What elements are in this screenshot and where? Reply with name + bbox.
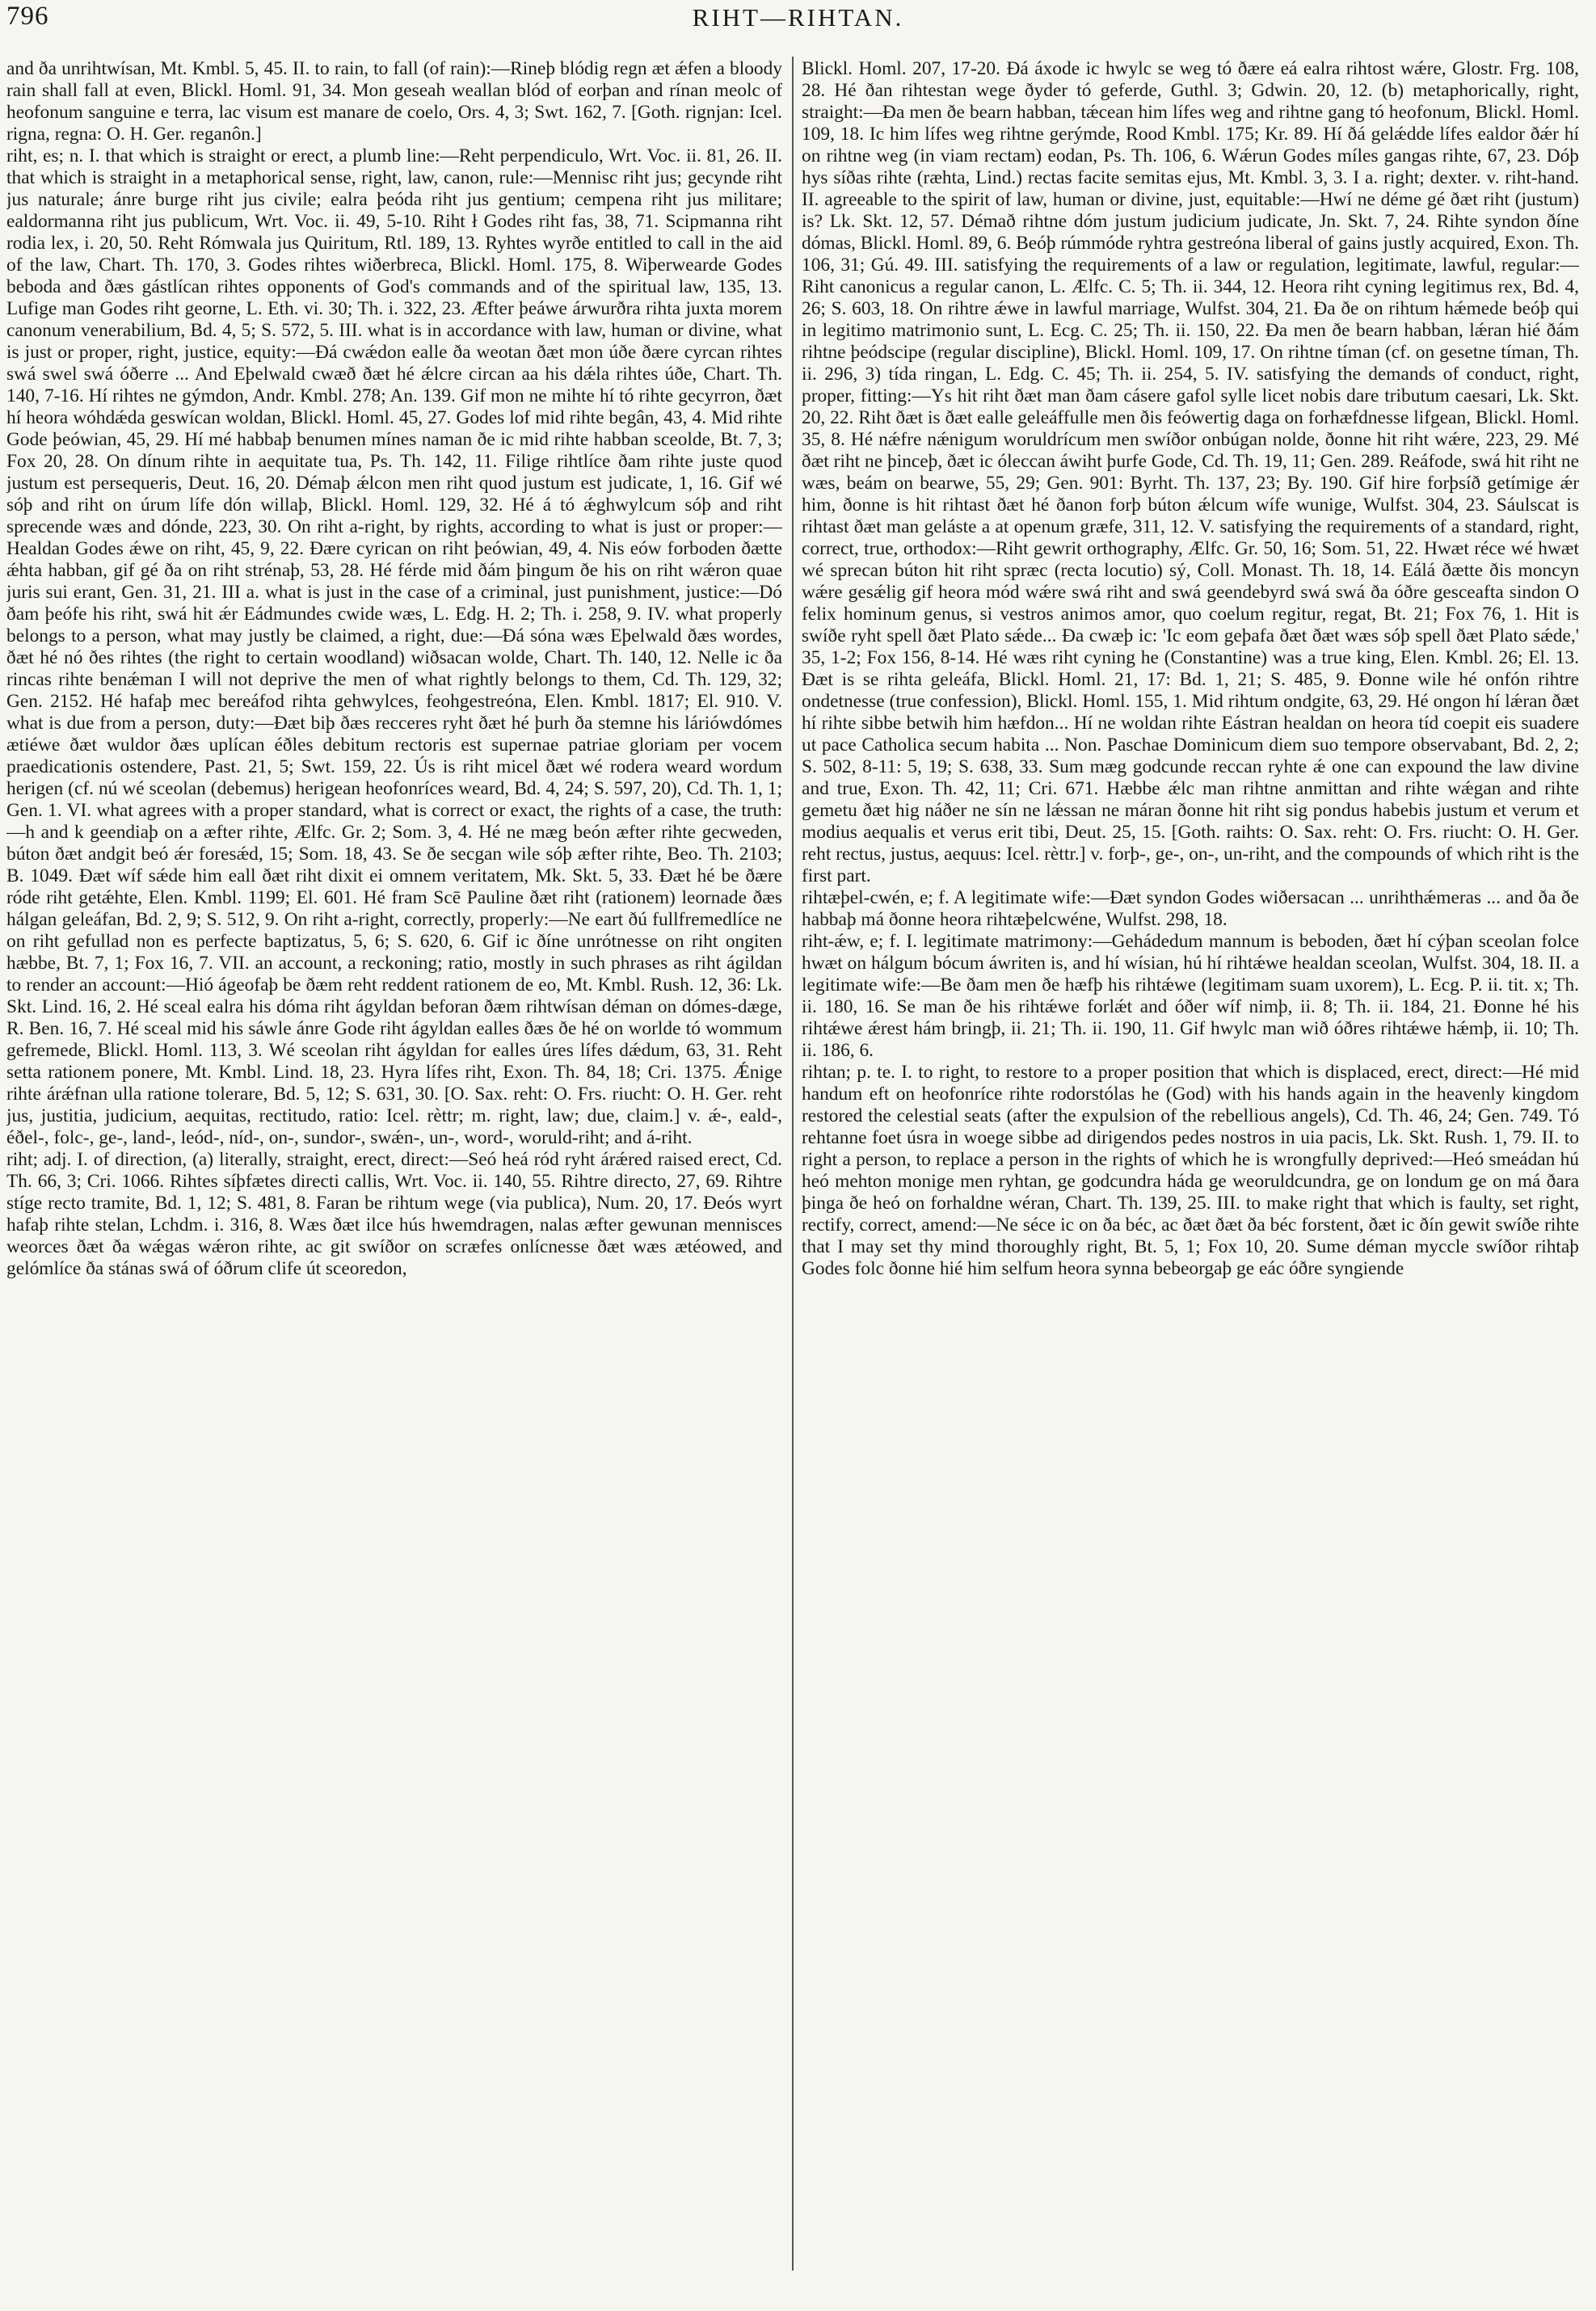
entry-riht-aew: riht-ǽw, e; f. I. legitimate matrimony:—Gehádedum mannum is beboden, ðæt hí cýþan sceolan folce hwæt on hálgum bócum áwriten is, and hí wísian, hú hí rihtǽwe healdan sceolan, Wulfst. 304, 18. II. a legitimate wife:—Be ðam men ðe hæfþ his rihtǽwe (legitimam suam uxorem), L. Ecg. P. ii. tit. x; Th. ii. 180, 16. Se man ðe his rihtǽwe forlǽt and óðer wíf nimþ, ii. 8; Th. ii. 184, 21. Ðonne hé his rihtǽwe ǽrest hám bringþ, ii. 21; Th. ii. 190, 11. Gif hwylc man wið óðres rihtǽwe hǽmþ, ii. 10; Th. ii. 186, 6.: [802, 931, 1579, 1061]
column-divider: [792, 57, 794, 2271]
entry-riht-noun: riht, es; n. I. that which is straight or erect, a plumb line:—Reht perpendiculo, Wrt. Voc. ii. 81, 26. II. that which is straight in a metaphorical sense, right, law, canon, rule:—Mennisc riht jus; gecynde riht jus naturale; ánre burge riht jus civile; ealra þeóda riht jus gentium; cempena riht jus militare; ealdormanna riht jus publicum, Wrt. Voc. ii. 49, 5-10. Riht ł Godes riht fas, 38, 71. Scipmanna riht rodia lex, i. 20, 50. Reht Rómwala jus Quiritum, Rtl. 189, 13. Ryhtes wyrðe entitled to call in the aid of the law, Chart. Th. 170, 3. Godes rihtes wiðerbreca, Blickl. Homl. 175, 8. Wiþerwearde Godes beboda and ðæs gástlícan rihtes opponents of God's commands and of the spiritual law, 135, 13. Lufige man Godes riht georne, L. Eth. vi. 30; Th. i. 322, 23. Æfter þeáwe árwurðra rihta juxta morem canonum venerabilium, Bd. 4, 5; S. 572, 5. III. what is in accordance with law, human or divine, what is just or proper, right, justice, equity:—Ðá cwǽdon ealle ða weotan ðæt mon úðe ðære cyrcan rihtes swá swel swá óðerre ... And Eþelwald cwæð ðæt hé ǽlcre circan aa his dǽla rihtes úðe, Chart. Th. 140, 7-16. Hí rihtes ne gýmdon, Andr. Kmbl. 278; An. 139. Gif mon ne mihte hí tó rihte gecyrron, ðæt hí heora wóhdǽda geswícan woldan, Blickl. Homl. 45, 27. Godes lof mid rihte begân, 43, 4. Mid rihte Gode þeówian, 45, 29. Hí mé habbaþ benumen mínes naman ðe ic mid rihte habban sceolde, Bt. 7, 3; Fox 20, 28. On dínum rihte in aequitate tua, Ps. Th. 142, 11. Filige rihtlíce ðam rihte juste quod justum est persequeris, Deut. 16, 20. Démaþ ǽlcon men riht quod justum est judicate, 1, 16. Gif wé sóþ and riht on úrum lífe dón willaþ, Blickl. Homl. 129, 32. Hé á tó ǽghwylcum sóþ and riht sprecende wæs and dónde, 223, 30. On riht a-right, by rights, according to what is just or proper:—Healdan Godes ǽwe on riht, 45, 9, 22. Ðære cyrican on riht þeówian, 49, 4. Nis eów forboden ðætte ǽhta habban, gif gé ða on riht strénaþ, 53, 28. Hé férde mid ðám þingum ðe his on riht wǽron quae juris sui erant, Gen. 31, 21. III a. what is just in the case of a criminal, just punishment, justice:—Dó ðam þeófe his riht, swá hit ǽr Eádmundes cwide wæs, L. Edg. H. 2; Th. i. 258, 9. IV. what properly belongs to a person, what may justly be claimed, a right, due:—Ðá sóna wæs Eþelwald ðæs wordes, ðæt hé nó ðes rihtes (the right to certain woodland) wiðsacan wolde, Chart. Th. 140, 12. Nelle ic ða rincas rihte benǽman I will not deprive the men of what rightly belongs to them, Cd. Th. 129, 32; Gen. 2152. Hé hafaþ mec bereáfod rihta gehwylces, feohgestreóna, Elen. Kmbl. 1817; El. 910. V. what is due from a person, duty:—Ðæt biþ ðæs recceres ryht ðæt hé þurh ða stemne his láriówdómes ætiéwe ðæt wuldor ðæs uplícan éðles debitum rectoris est supernae patriae gloriam per vocem praedicationis ostendere, Past. 21, 5; Swt. 159, 22. Ús is riht micel ðæt wé rodera weard wordum herigen (cf. nú wé sceolan (debemus) herigean heofonríces weard, Bd. 4, 24; S. 597, 20), Cd. Th. 1, 1; Gen. 1. VI. what agrees with a proper standard, what is correct or exact, the rights of a case, the truth:—h and k geendiaþ on a æfter rihte, Ælfc. Gr. 2; Som. 3, 4. Hé ne mæg beón æfter rihte gecweden, búton ðæt andgit beó ǽr foresǽd, 15; Som. 18, 43. Se ðe secgan wile sóþ æfter rihte, Beo. Th. 2103; B. 1049. Ðæt wíf sǽde him eall ðæt riht dixit ei omnem veritatem, Mk. Skt. 5, 33. Ðæt hé be ðære róde riht getǽhte, Elen. Kmbl. 1199; El. 601. Hé fram Scē Pauline ðæt riht (rationem) leornade ðæs hálgan geleáfan, Bd. 2, 9; S. 512, 9. On riht a-right, correctly, properly:—Ne eart ðú fullfremedlíce ne on riht gefullad non es perfecte baptizatus, 5, 6; S. 620, 6. Gif ic ðíne unrótnesse on riht ongiten hæbbe, Bt. 7, 1; Fox 16, 7. VII. an account, a reckoning; ratio, mostly in such phrases as riht ágildan to render an account:—Hió ágeofaþ be ðæm reht reddent rationem de eo, Mt. Kmbl. Rush. 12, 36: Lk. Skt. Lind. 16, 2. Hé sceal ealra his dóma riht ágyldan beforan ðæm rihtwísan déman on dómes-dæge, R. Ben. 16, 7. Hé sceal mid his sáwle ánre Gode riht ágyldan ealles ðæs ðe hé on worlde tó wommum gefremede, Blickl. Homl. 113, 3. Wé sceolan riht ágyldan for ealles úres lífes dǽdum, 63, 31. Reht setta rationem ponere, Mt. Kmbl. Lind. 18, 23. Hyra lífes riht, Exon. Th. 84, 18; Cri. 1375. Ǽnige rihte árǽfnan ulla ratione tolerare, Bd. 5, 12; S. 631, 30. [O. Sax. reht: O. Frs. riucht: O. H. Ger. reht jus, justitia, judicium, aequitas, rectitudo, ratio: Icel. rèttr; m. right, law; due, claim.] v. ǽ-, eald-, éðel-, folc-, ge-, land-, leód-, níd-, on-, sundor-, swǽn-, un-, word-, woruld-riht; and á-riht.: [6, 145, 782, 1148]
page-number: 796: [6, 2, 49, 31]
page-header: [0, 0, 1596, 48]
entry-rihtan: rihtan; p. te. I. to right, to restore to a proper position that which is displaced, erect, direct:—Hé mid handum eft on heofonríce rihte rodorstólas he (God) with his hands again in the heavenly kingdom restored the celestial seats (after the expulsion of the rebellious angels), Cd. Th. 46, 24; Gen. 749. Tó rehtanne foet úsra in woege sibbe ad dirigendos pedes nostros in uia pacis, Lk. Skt. Rush. 1, 79. II. to right a person, to replace a person in the rights of which he is wrongfully deprived:—Heó smeádan hú heó mehton monige men ryhtan, ge godcundra háda ge weoruldcundra, ge on londum ge on má ðara þinga ðe heó on forhaldne wéran, Chart. Th. 139, 25. III. to make right that which is faulty, set right, rectify, correct, amend:—Ne séce ic on ða béc, ac ðæt ðæt ða béc forstent, ðæt ic ðín gewit swíðe rihte that I may set thy mind thoroughly right, Bt. 5, 1; Fox 10, 20. Sume déman myccle swíðor rihtaþ Godes folc ðonne hié him selfum heora synna bebeorgaþ ge eác óðre syngiende: [802, 1062, 1579, 1279]
right-column: [802, 58, 1579, 2288]
entry-rignan-continued: and ða unrihtwísan, Mt. Kmbl. 5, 45. II. to rain, to fall (of rain):—Rineþ blódig regn æt ǽfen a bloody rain shall fall at even, Blickl. Homl. 91, 34. Mon geseah weallan blód of eorþan and rínan meolc of heofonum sanguine e terra, lac visum est manare de coelo, Ors. 4, 3; Swt. 162, 7. [Goth. rignjan: Icel. rigna, regna: O. H. Ger. reganôn.]: [6, 58, 782, 145]
entry-riht-adj-continued: Blickl. Homl. 207, 17-20. Ðá áxode ic hwylc se weg tó ðære eá ealra rihtost wǽre, Glostr. Frg. 108, 28. Hé ðan rihtestan wege ðyder tó geferde, Guthl. 3; Gdwin. 20, 12. (b) metaphorically, right, straight:—Ða men ðe bearn habban, tǽcean him lífes weg and rihtne gang tó heofonum, Blickl. Homl. 109, 18. Ic him lífes weg rihtne gerýmde, Rood Kmbl. 175; Kr. 89. Hí ðá gelǽdde lífes ealdor ðǽr hí on rihtne weg (in viam rectam) eodan, Ps. Th. 106, 6. Wǽrun Godes míles gangas rihte, 67, 23. Dóþ hys síðas rihte (ræhta, Lind.) rectas facite semitas ejus, Mt. Kmbl. 3, 3. I a. right; dexter. v. riht-hand. II. agreeable to the spirit of law, human or divine, just, equitable:—Hwí ne déme gé ðæt riht (justum) is? Lk. Skt. 12, 57. Démað rihtne dóm justum judicium judicate, Jn. Skt. 7, 24. Rihte syndon ðíne dómas, Blickl. Homl. 89, 6. Beóþ rúmmóde ryhtra gestreóna liberal of gains justly acquired, Exon. Th. 106, 31; Gú. 49. III. satisfying the requirements of a law or regulation, legitimate, lawful, regular:—Riht canonicus a regular canon, L. Ælfc. C. 5; Th. ii. 344, 12. Heora riht cyning legitimus rex, Bd. 4, 26; S. 603, 18. On rihtre ǽwe in lawful marriage, Wulfst. 304, 21. Ða ðe on rihtum hǽmede beóþ qui in legitimo matrimonio sunt, L. Ecg. C. 25; Th. ii. 150, 22. Ða men ðe bearn habban, lǽran hié ðám rihtne þeódscipe (regular discipline), Blickl. Homl. 109, 17. On rihtne tíman (cf. on gesetne tíman, Th. ii. 296, 3) tída ringan, L. Edg. C. 45; Th. ii. 254, 5. IV. satisfying the demands of conduct, right, proper, fitting:—Ys hit riht ðæt man ðam cásere gafol sylle licet nobis dare tributum caesari, Lk. Skt. 20, 22. Riht ðæt is ðæt ealle geleáffulle men ðis feówertig daga on forhæfdnesse lifgean, Blickl. Homl. 35, 8. Hé nǽfre nǽnigum woruldrícum men swíðor onbúgan nolde, ðonne hit riht wǽre, 223, 29. Mé ðæt riht ne þinceþ, ðæt ic óleccan áwiht þurfe Gode, Cd. Th. 19, 11; Gen. 289. Reáfode, swá hit riht ne wæs, beám on bearwe, 55, 29; Gen. 901: Byrht. Th. 137, 23; By. 190. Gif hire forþsíð getímige ǽr him, ðonne is hit rihtast ðæt hé ðanon forþ búton ǽlcum wífe wunige, Wulfst. 304, 23. Sáulscat is rihtast ðæt man geláste a at openum græfe, 311, 12. V. satisfying the requirements of a standard, right, correct, true, orthodox:—Riht gewrit orthography, Ælfc. Gr. 50, 16; Som. 51, 22. Hwæt réce wé hwæt wé sprecan búton hit riht spræc (recta locutio) sý, Coll. Monast. Th. 18, 14. Eálá ðætte ðis moncyn wǽre gesǽlig gif heora mód wǽre swá riht and swá geendebyrd swá swá ða óðre gesceafta sindon O felix hominum genus, si vestros animos amor, quo coelum regitur, regat, Bt. 21; Fox 76, 1. Hit is swíðe ryht spell ðæt Plato sǽde... Ða cwæþ ic: 'Ic eom geþafa ðæt ðæt wæs sóþ spell ðæt Plato sǽde,' 35, 1-2; Fox 156, 8-14. Hé wæs riht cyning he (Constantine) was a true king, Elen. Kmbl. 26; El. 13. Ðæt is se rihta geleáfa, Blickl. Homl. 21, 17: Bd. 1, 21; S. 485, 9. Ðonne wile hé onfón rihtre ondetnesse (true confession), Blickl. Homl. 155, 1. Mid rihtum ondgite, 63, 29. Hé ongon hí lǽran ðæt hí rihte sibbe betwih him hæfdon... Hí ne woldan rihte Eástran healdan on heora tíd coepit eis suadere ut pace Catholica secum habita ... Non. Paschae Dominicum diem suo tempore observabant, Bd. 2, 2; S. 502, 8-11: 5, 19; S. 638, 33. Sum mæg godcunde reccan ryhte ǽ one can expound the law divine and true, Exon. Th. 42, 11; Cri. 671. Hæbbe ǽlc man rihtne anmittan and rihte wǽgan and rihte gemetu ðæt hig náðer ne sín ne lǽssan ne máran ðonne hit riht sig pondus habebis justum et verum et modius aequalis et verus erit tibi, Deut. 25, 15. [Goth. raihts: O. Sax. reht: O. Frs. riucht: O. H. Ger. reht rectus, justus, aequus: Icel. rèttr.] v. forþ-, ge-, on-, un-riht, and the compounds of which riht is the first part.: [802, 58, 1579, 886]
running-head: RIHT—RIHTAN.: [692, 3, 904, 32]
entry-riht-adj: riht; adj. I. of direction, (a) literally, straight, erect, direct:—Seó heá ród ryht árǽred raised erect, Cd. Th. 66, 3; Cri. 1066. Rihtes síþfætes directi callis, Wrt. Voc. ii. 140, 55. Rihtre directo, 27, 69. Rihtre stíge recto tramite, Bd. 1, 12; S. 481, 8. Faran be rihtum wege (via publica), Num. 20, 17. Ðeós wyrt hafaþ rihte stelan, Lchdm. i. 316, 8. Wæs ðæt ilce hús hwemdragen, nalas æfter gewunan mennisces weorces ðæt ða wǽgas wǽron rihte, ac git swíðor on scræfes onlícnesse ðæt wæs ætéowed, and gelómlíce ða stánas swá of óðrum clife út sceoredon,: [6, 1149, 782, 1279]
entry-rihtaethel-cwen: rihtæþel-cwén, e; f. A legitimate wife:—Ðæt syndon Godes wiðersacan ... unrihthǽmeras ... and ða ðe habbaþ má ðonne heora rihtæþelcwéne, Wulfst. 298, 18.: [802, 887, 1579, 930]
left-column: [6, 58, 782, 2288]
